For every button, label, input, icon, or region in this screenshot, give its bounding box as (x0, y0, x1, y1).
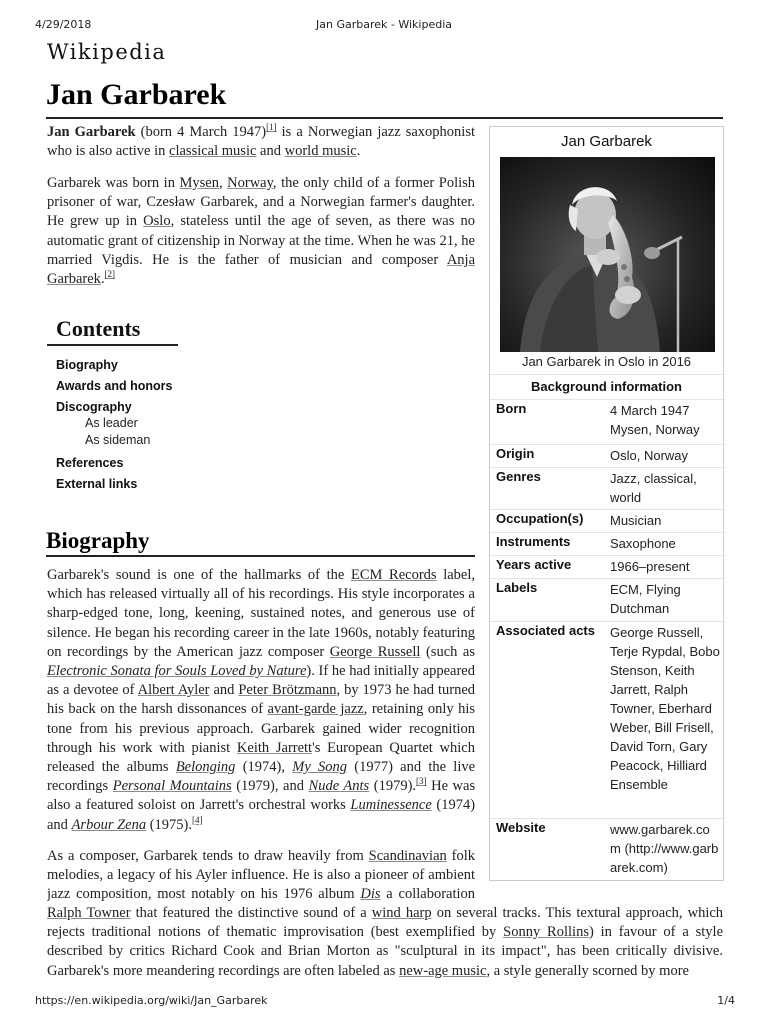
infobox-label-associated-acts: Associated acts (496, 623, 595, 638)
lead-paragraph-2: Garbarek was born in Mysen, Norway, the only child of a former Polish prisoner of war, Czesław Garbarek, and a Norwegian farmer's daughter. He grew up in Oslo, stateless until the age of seven, as there was no automatic grant of citizenship in Norway at the time. When he was 21, he married Vigdis. He is the father of musician and composer Anja Garbarek.[2] (47, 175, 476, 288)
print-title: Jan Garbarek - Wikipedia (316, 18, 452, 31)
link-arbour-zena[interactable]: Arbour Zena (71, 816, 147, 833)
infobox-row (490, 399, 723, 445)
portrait-photo[interactable] (500, 157, 715, 352)
infobox-label-genres: Genres (496, 469, 541, 484)
infobox-row (490, 578, 723, 622)
toc-item-biography[interactable]: Biography (56, 358, 118, 372)
link-mysen[interactable]: Mysen (179, 175, 219, 191)
link-george-russell[interactable]: George Russell (329, 643, 421, 660)
link-sonny-rollins[interactable]: Sonny Rollins (503, 924, 589, 941)
link-nude-ants[interactable]: Nude Ants (308, 778, 370, 795)
infobox-label-instruments: Instruments (496, 534, 571, 549)
infobox-label-occupation: Occupation(s) (496, 511, 584, 526)
link-anja-garbarek[interactable]: Anja Garbarek (47, 251, 475, 288)
infobox-row (490, 621, 723, 819)
link-electronic-sonata[interactable]: Electronic Sonata for Souls Loved by Nature (47, 663, 307, 680)
table-of-contents (47, 316, 178, 491)
infobox-title: Jan Garbarek (561, 133, 652, 150)
link-avant-garde-jazz[interactable]: avant-garde jazz (267, 701, 364, 718)
infobox-row (490, 467, 723, 510)
infobox-value-born: 4 March 1947 Mysen, Norway (610, 403, 700, 437)
section-heading-biography: Biography (46, 528, 475, 557)
print-url: https://en.wikipedia.org/wiki/Jan_Garbarek (35, 994, 268, 1007)
wikipedia-wordmark[interactable]: Wikipedia (47, 40, 167, 64)
link-world-music[interactable]: world music (284, 143, 357, 160)
link-luminessence[interactable]: Luminessence (350, 797, 432, 814)
print-page-number: 1/4 (717, 994, 735, 1007)
link-oslo[interactable]: Oslo (143, 213, 171, 230)
infobox-value-labels[interactable]: ECM, Flying Dutchman (610, 582, 681, 616)
infobox-label-origin: Origin (496, 446, 535, 461)
ref-link[interactable]: [2] (104, 269, 116, 280)
link-personal-mountains[interactable]: Personal Mountains (112, 778, 232, 795)
infobox-value-origin: Oslo, Norway (610, 448, 689, 463)
biography-paragraph-2-narrow: As a composer, Garbarek tends to draw heavily from Scandinavian folk melodies, a legacy of his Ayler influence. He is also a pioneer of ambient jazz composition, most notably on his 1976 album Dis a collaboration (47, 848, 475, 903)
ref-link[interactable]: [3] (416, 776, 427, 787)
biography-paragraph-1: Garbarek's sound is one of the hallmarks of the ECM Records label, which has released virtually all of his recordings. His style incorporates a sharp-edged tone, long, keening, sustained notes, and generous use of silence. He began his recording career in the late 1960s, notably featuring on recordings by the American jazz composer George Russell (such as Electronic Sonata for Souls Loved by Nature). If he had initially appeared as a devotee of Albert Ayler and Peter Brötzmann, by 1973 he had turned his back on the harsh dissonances of avant-garde jazz, retaining only his tone from his previous approach. Garbarek gained wider recognition through his work with pianist Keith Jarrett's European Quartet which released the albums Belonging (1974), My Song (1977) and the live recordings Personal Mountains (1979), and Nude Ants (1979).[3] He was also a featured soloist on Jarrett's orchestral works Luminessence (1974) and Arbour Zena (1975).[4] (47, 567, 476, 833)
lead-paragraph-1: Jan Garbarek (born 4 March 1947)[1] is a Norwegian jazz saxophonist who is also active in classical music and world music. (47, 122, 475, 160)
infobox-value-instruments: Saxophone (610, 536, 676, 551)
ref-link[interactable]: [1] (266, 122, 277, 133)
infobox-value-occupation: Musician (610, 513, 662, 528)
infobox-value-associated-acts[interactable]: George Russell, Terje Rypdal, Bobo Stenson, Keith Jarrett, Ralph Towner, Eberhard Weber, Bill Frisell, David Torn, Gary Peacock, Hilliard Ensemble (610, 625, 720, 792)
infobox-value-website[interactable]: www.garbarek.com (http://www.garbarek.com) (610, 822, 719, 875)
link-scandinavian[interactable]: Scandinavian (368, 848, 447, 864)
infobox-section-header: Background information (490, 374, 723, 400)
link-wind-harp[interactable]: wind harp (371, 905, 432, 921)
infobox-row (490, 555, 723, 579)
toc-item-awards[interactable]: Awards and honors (56, 379, 173, 393)
subject-name: Jan Garbarek (47, 124, 136, 140)
page-title: Jan Garbarek (46, 78, 227, 111)
link-keith-jarrett[interactable]: Keith Jarrett (236, 739, 313, 756)
link-dis[interactable]: Dis (360, 886, 381, 903)
link-albert-ayler[interactable]: Albert Ayler (137, 682, 210, 699)
infobox-label-website: Website (496, 820, 546, 835)
link-norway[interactable]: Norway (227, 175, 273, 191)
link-peter-brotzmann[interactable]: Peter Brötzmann (238, 682, 337, 699)
infobox-label-born: Born (496, 401, 527, 416)
ref-link[interactable]: [4] (192, 814, 203, 825)
infobox-row (490, 532, 723, 556)
toc-item-discography[interactable]: Discography (56, 400, 132, 414)
infobox (489, 126, 724, 881)
title-rule (46, 117, 723, 119)
infobox-row (490, 818, 723, 879)
infobox-value-genres[interactable]: Jazz, classical, world (610, 471, 697, 505)
infobox-label-labels: Labels (496, 580, 538, 595)
infobox-row (490, 444, 723, 468)
link-my-song[interactable]: My Song (292, 759, 347, 776)
saxophonist-photo-illustration (500, 157, 715, 352)
toc-item-as-leader[interactable]: As leader (85, 416, 138, 430)
infobox-row (490, 509, 723, 533)
toc-item-external-links[interactable]: External links (56, 477, 138, 491)
infobox-label-years-active: Years active (496, 557, 572, 572)
link-belonging[interactable]: Belonging (175, 759, 236, 776)
infobox-value-years-active: 1966–present (610, 559, 690, 574)
link-classical-music[interactable]: classical music (169, 143, 257, 160)
print-date: 4/29/2018 (35, 18, 92, 31)
link-new-age-music[interactable]: new-age music (399, 962, 487, 979)
toc-heading: Contents (47, 316, 178, 346)
biography-paragraph-2-wide: Ralph Towner that featured the distinctive sound of a wind harp on several tracks. This textural approach, which rejects traditional notions of thematic improvisation (best exemplified by Sonny Rollins) in favour of a style described by critics Richard Cook and Brian Morton as "sculptural in its impact", has been critically divisive. Garbarek's more meandering recordings are often labeled as new-age music, a style generally scorned by more (47, 905, 723, 979)
link-ecm-records[interactable]: ECM Records (350, 567, 437, 583)
toc-item-as-sideman[interactable]: As sideman (85, 433, 151, 447)
photo-caption: Jan Garbarek in Oslo in 2016 (521, 354, 692, 369)
toc-item-references[interactable]: References (56, 456, 124, 470)
link-ralph-towner[interactable]: Ralph Towner (47, 905, 131, 921)
